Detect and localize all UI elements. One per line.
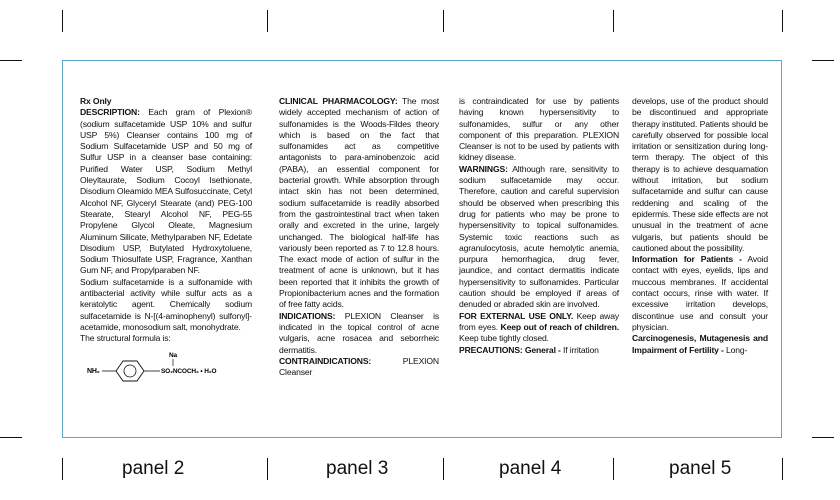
- panel-label-4: panel 4: [499, 458, 562, 479]
- panel-2-column: [80, 96, 252, 388]
- crop-mark: [267, 458, 268, 480]
- label-panel-frame: [62, 60, 782, 438]
- structural-formula: [80, 348, 252, 388]
- crop-mark: [267, 10, 268, 32]
- benzene-ring: [116, 361, 144, 381]
- panel-3-column: [279, 96, 439, 378]
- formula-intro: The structural formula is:: [80, 333, 171, 344]
- crop-mark: [0, 437, 22, 438]
- rx-only: Rx Only: [80, 96, 112, 106]
- panel-label-2: panel 2: [122, 458, 185, 479]
- formula-sodium-label: Na: [169, 351, 178, 359]
- formula-amine-label: NH₂: [87, 367, 100, 375]
- description-paragraph: DESCRIPTION: Each gram of Plexion® (sodium sulfacetamide USP 10% and sulfur USP 5%) Cleanser contains 100 mg of Sodium Sulfacetamide USP and 50 mg of Sulfur USP in a cleanser base containing: Purified Water USP, Sodium Methyl Oleyltaurate, Sodium Cocoyl Isethionate, Disodium Oleamido MEA Sulfosuccinate, Cetyl Alcohol NF, Glyceryl Stearate (and) PEG-100 Stearate, Stearyl Alcohol NF, PEG-55 Propylene Glycol Oleate, Magnesium Aluminum Silicate, Methylparaben NF, Edetate Disodium USP, Butylated Hydroxytoluene, Sodium Thiosulfate USP, Fragrance, Xanthan Gum NF, and Propylparaben NF.: [80, 107, 252, 276]
- crop-mark: [812, 60, 834, 61]
- panel-label-5: panel 5: [669, 458, 732, 479]
- contraindications-continued: is contraindicated for use by patients having known hypersensitivity to sulfonamides, sulfur or any other component of this preparation. PLEXION Cleanser is not to be used by patients with kidney disease.: [459, 96, 619, 163]
- panel-5-column: [632, 96, 768, 356]
- crop-mark: [0, 60, 22, 61]
- panel-label-3: panel 3: [326, 458, 389, 479]
- panel-4-column: [459, 96, 619, 356]
- crop-mark: [782, 10, 783, 32]
- formula-sulfonyl-label: SO₂NCOCH₃ • H₂O: [161, 367, 217, 375]
- warnings-paragraph: WARNINGS: Although rare, sensitivity to sodium sulfacetamide may occur. Therefore, caution and careful supervision should be observed when prescribing this drug for patients who may be prone to hypersensitivity to topical sulfonamides. Systemic toxic reactions such as agranulocytosis, acute hemolytic anemia, purpura hemorrhagica, drug fever, jaundice, and contact dermatitis indicate hypersensitivity to sulfonamides. Particular caution should be employed if areas of denuded or abraded skin are involved.: [459, 163, 619, 310]
- crop-mark: [812, 437, 834, 438]
- information-for-patients-paragraph: Information for Patients - Avoid contact with eyes, eyelids, lips and muccous membranes. If accidental contact occurs, rinse with water. If excessive irritation develops, discontinue use and consult your physician.: [632, 254, 768, 332]
- structural-formula-diagram: [80, 348, 252, 388]
- benzene-ring-circle: [124, 365, 136, 377]
- clinical-pharmacology-paragraph: CLINICAL PHARMACOLOGY: The most widely accepted mechanism of action of sulfonamides is the Woods-Fildes theory which is based on the fact that sulfonamides act as competitive antagonists to para-aminobenzoic acid (PABA), an essential component for bacterial growth. While absorption through intact skin has not been determined, sodium sulfacetamide is readily absorbed from the gastrointestinal tract when taken orally and excreted in the urine, largely unchanged. The biological half-life has variously been reported as 7 to 12.8 hours. The exact mode of action of sulfur in the treatment of acne is unknown, but it has been reported that it inhibits the growth of Propionibacterium acnes and the formation of free fatty acids.: [279, 96, 439, 310]
- crop-mark: [443, 458, 444, 480]
- crop-mark: [613, 10, 614, 32]
- contraindications-paragraph: CONTRAINDICATIONS: PLEXION Cleanser: [279, 355, 439, 378]
- precautions-continued: develops, use of the product should be discontinued and appropriate therapy instituted. Patients should be carefully observed for possible local irritation or sensitization during long-term therapy. The object of this therapy is to achieve desquamation without irritation, but sodium sulfacetamide and sulfur can cause reddening and scaling of the epidermis. These side effects are not unusual in the treatment of acne vulgaris, but patients should be cautioned about the possibility.: [632, 96, 768, 253]
- carcinogenesis-paragraph: Carcinogenesis, Mutagenesis and Impairment of Fertility - Long-: [632, 333, 768, 355]
- indications-paragraph: INDICATIONS: PLEXION Cleanser is indicated in the topical control of acne vulgaris, acne rosacea and seborrheic dermatitis.: [279, 310, 439, 355]
- crop-mark: [613, 458, 614, 480]
- crop-mark: [782, 458, 783, 480]
- crop-mark: [62, 458, 63, 480]
- crop-mark: [443, 10, 444, 32]
- sulfonamide-paragraph: Sodium sulfacetamide is a sulfonamide with antibacterial activity while sulfur acts as a keratolytic agent. Chemically sodium sulfacetamide is N-[(4-aminophenyl) sulfonyl]-acetamide, monosodium salt, monohydrate.: [80, 276, 252, 332]
- crop-mark: [62, 10, 63, 32]
- precautions-paragraph: PRECAUTIONS: General - If irritation: [459, 344, 599, 355]
- external-use-paragraph: FOR EXTERNAL USE ONLY. Keep away from eyes. Keep out of reach of children. Keep tube tightly closed.: [459, 310, 619, 344]
